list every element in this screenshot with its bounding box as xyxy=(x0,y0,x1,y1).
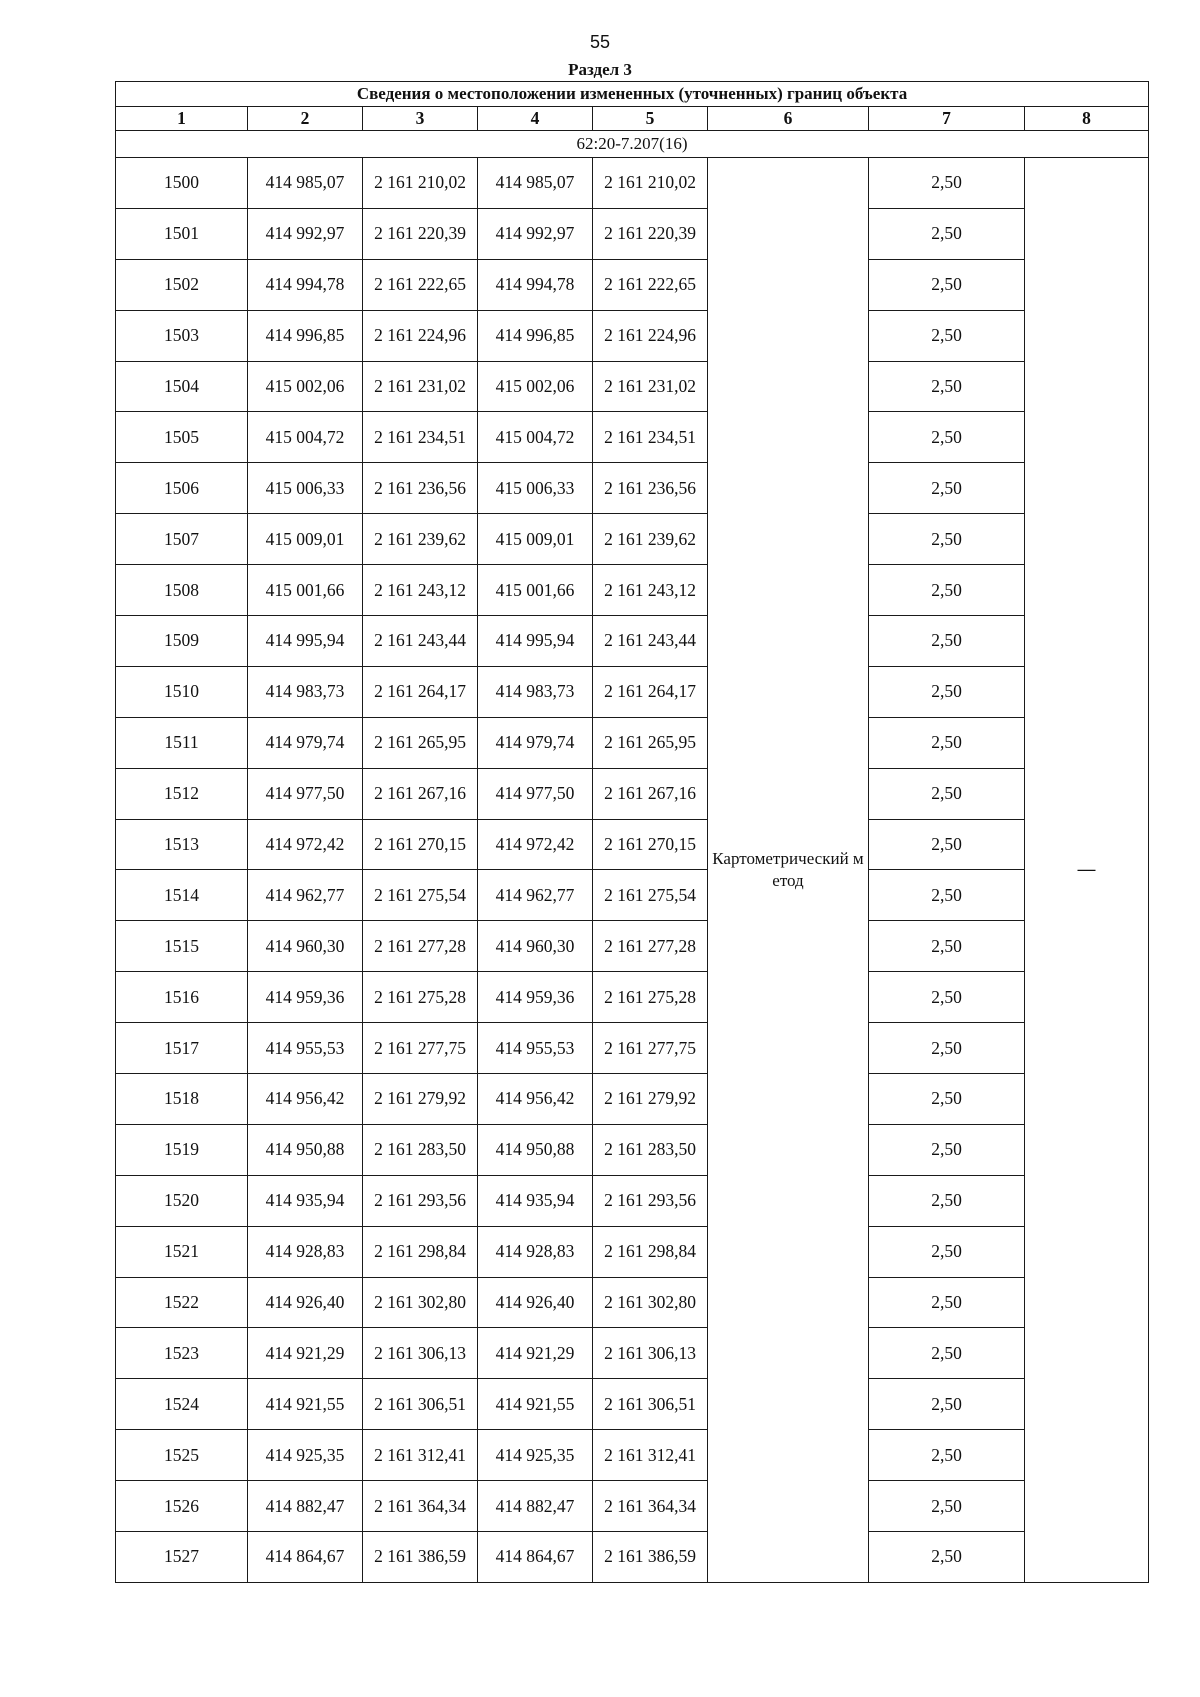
accuracy-cell: 2,50 xyxy=(869,514,1025,565)
x-old-cell: 414 955,53 xyxy=(248,1023,363,1074)
y-old-cell: 2 161 270,15 xyxy=(363,819,478,870)
accuracy-cell: 2,50 xyxy=(869,1277,1025,1328)
point-number-cell: 1522 xyxy=(116,1277,248,1328)
x-new-cell: 414 956,42 xyxy=(478,1074,593,1125)
x-new-cell: 414 996,85 xyxy=(478,310,593,361)
point-number-cell: 1523 xyxy=(116,1328,248,1379)
x-new-cell: 414 962,77 xyxy=(478,870,593,921)
point-number-cell: 1512 xyxy=(116,768,248,819)
x-new-cell: 414 864,67 xyxy=(478,1532,593,1583)
table-row xyxy=(116,1124,1149,1175)
x-old-cell: 414 977,50 xyxy=(248,768,363,819)
table-row xyxy=(116,208,1149,259)
point-number-cell: 1507 xyxy=(116,514,248,565)
x-new-cell: 414 995,94 xyxy=(478,616,593,667)
x-old-cell: 414 882,47 xyxy=(248,1481,363,1532)
x-old-cell: 415 009,01 xyxy=(248,514,363,565)
x-new-cell: 414 994,78 xyxy=(478,259,593,310)
y-old-cell: 2 161 243,44 xyxy=(363,616,478,667)
table-row xyxy=(116,870,1149,921)
accuracy-cell: 2,50 xyxy=(869,565,1025,616)
x-new-cell: 415 009,01 xyxy=(478,514,593,565)
point-number-cell: 1521 xyxy=(116,1226,248,1277)
column-header: 2 xyxy=(248,107,363,131)
x-new-cell: 415 006,33 xyxy=(478,463,593,514)
y-old-cell: 2 161 302,80 xyxy=(363,1277,478,1328)
x-old-cell: 414 921,29 xyxy=(248,1328,363,1379)
y-new-cell: 2 161 239,62 xyxy=(593,514,708,565)
point-number-cell: 1514 xyxy=(116,870,248,921)
x-new-cell: 415 001,66 xyxy=(478,565,593,616)
y-old-cell: 2 161 275,54 xyxy=(363,870,478,921)
y-old-cell: 2 161 298,84 xyxy=(363,1226,478,1277)
table-row xyxy=(116,1481,1149,1532)
x-new-cell: 414 955,53 xyxy=(478,1023,593,1074)
point-number-cell: 1500 xyxy=(116,158,248,209)
x-new-cell: 414 882,47 xyxy=(478,1481,593,1532)
y-old-cell: 2 161 264,17 xyxy=(363,666,478,717)
y-old-cell: 2 161 277,28 xyxy=(363,921,478,972)
accuracy-cell: 2,50 xyxy=(869,1175,1025,1226)
table-row xyxy=(116,1074,1149,1125)
point-number-cell: 1519 xyxy=(116,1124,248,1175)
accuracy-cell: 2,50 xyxy=(869,616,1025,667)
point-number-cell: 1515 xyxy=(116,921,248,972)
y-new-cell: 2 161 243,44 xyxy=(593,616,708,667)
x-old-cell: 414 996,85 xyxy=(248,310,363,361)
point-number-cell: 1518 xyxy=(116,1074,248,1125)
table-row xyxy=(116,972,1149,1023)
y-old-cell: 2 161 220,39 xyxy=(363,208,478,259)
y-new-cell: 2 161 222,65 xyxy=(593,259,708,310)
header-row xyxy=(116,107,1149,131)
point-number-cell: 1520 xyxy=(116,1175,248,1226)
y-new-cell: 2 161 275,54 xyxy=(593,870,708,921)
y-old-cell: 2 161 364,34 xyxy=(363,1481,478,1532)
table-row xyxy=(116,921,1149,972)
x-new-cell: 414 950,88 xyxy=(478,1124,593,1175)
x-old-cell: 414 950,88 xyxy=(248,1124,363,1175)
y-new-cell: 2 161 270,15 xyxy=(593,819,708,870)
table-body xyxy=(116,82,1149,1583)
x-old-cell: 414 864,67 xyxy=(248,1532,363,1583)
table-caption: Сведения о местоположении измененных (уточненных) границ объекта xyxy=(116,82,1149,107)
accuracy-cell: 2,50 xyxy=(869,1328,1025,1379)
x-new-cell: 414 935,94 xyxy=(478,1175,593,1226)
x-new-cell: 414 977,50 xyxy=(478,768,593,819)
point-number-cell: 1513 xyxy=(116,819,248,870)
y-new-cell: 2 161 231,02 xyxy=(593,361,708,412)
x-new-cell: 414 921,55 xyxy=(478,1379,593,1430)
accuracy-cell: 2,50 xyxy=(869,870,1025,921)
column-header: 1 xyxy=(116,107,248,131)
y-old-cell: 2 161 386,59 xyxy=(363,1532,478,1583)
y-new-cell: 2 161 243,12 xyxy=(593,565,708,616)
column-header: 4 xyxy=(478,107,593,131)
accuracy-cell: 2,50 xyxy=(869,361,1025,412)
accuracy-cell: 2,50 xyxy=(869,819,1025,870)
x-old-cell: 414 962,77 xyxy=(248,870,363,921)
table-row xyxy=(116,1328,1149,1379)
accuracy-cell: 2,50 xyxy=(869,310,1025,361)
accuracy-cell: 2,50 xyxy=(869,1379,1025,1430)
x-new-cell: 414 992,97 xyxy=(478,208,593,259)
y-new-cell: 2 161 224,96 xyxy=(593,310,708,361)
x-old-cell: 414 935,94 xyxy=(248,1175,363,1226)
x-old-cell: 414 985,07 xyxy=(248,158,363,209)
y-new-cell: 2 161 234,51 xyxy=(593,412,708,463)
table-row xyxy=(116,1532,1149,1583)
y-old-cell: 2 161 265,95 xyxy=(363,717,478,768)
y-old-cell: 2 161 275,28 xyxy=(363,972,478,1023)
table-row xyxy=(116,259,1149,310)
y-new-cell: 2 161 279,92 xyxy=(593,1074,708,1125)
table-row xyxy=(116,1023,1149,1074)
table-row xyxy=(116,1175,1149,1226)
x-old-cell: 415 002,06 xyxy=(248,361,363,412)
page-number: 55 xyxy=(589,32,611,52)
column-header: 5 xyxy=(593,107,708,131)
y-old-cell: 2 161 306,13 xyxy=(363,1328,478,1379)
y-new-cell: 2 161 220,39 xyxy=(593,208,708,259)
y-new-cell: 2 161 283,50 xyxy=(593,1124,708,1175)
accuracy-cell: 2,50 xyxy=(869,158,1025,209)
x-old-cell: 414 995,94 xyxy=(248,616,363,667)
table-row xyxy=(116,768,1149,819)
table-row xyxy=(116,717,1149,768)
y-old-cell: 2 161 234,51 xyxy=(363,412,478,463)
y-new-cell: 2 161 293,56 xyxy=(593,1175,708,1226)
accuracy-cell: 2,50 xyxy=(869,768,1025,819)
x-new-cell: 414 959,36 xyxy=(478,972,593,1023)
y-old-cell: 2 161 231,02 xyxy=(363,361,478,412)
accuracy-cell: 2,50 xyxy=(869,1124,1025,1175)
column-header: 7 xyxy=(869,107,1025,131)
y-new-cell: 2 161 275,28 xyxy=(593,972,708,1023)
x-new-cell: 414 928,83 xyxy=(478,1226,593,1277)
y-old-cell: 2 161 293,56 xyxy=(363,1175,478,1226)
x-old-cell: 414 956,42 xyxy=(248,1074,363,1125)
table-row xyxy=(116,412,1149,463)
object-id: 62:20-7.207(16) xyxy=(116,131,1149,158)
x-new-cell: 414 925,35 xyxy=(478,1430,593,1481)
y-new-cell: 2 161 306,13 xyxy=(593,1328,708,1379)
x-old-cell: 414 994,78 xyxy=(248,259,363,310)
y-new-cell: 2 161 312,41 xyxy=(593,1430,708,1481)
table-row xyxy=(116,819,1149,870)
x-old-cell: 414 959,36 xyxy=(248,972,363,1023)
y-new-cell: 2 161 364,34 xyxy=(593,1481,708,1532)
x-new-cell: 414 983,73 xyxy=(478,666,593,717)
point-number-cell: 1510 xyxy=(116,666,248,717)
y-new-cell: 2 161 298,84 xyxy=(593,1226,708,1277)
accuracy-cell: 2,50 xyxy=(869,666,1025,717)
x-new-cell: 415 002,06 xyxy=(478,361,593,412)
accuracy-cell: 2,50 xyxy=(869,463,1025,514)
x-old-cell: 414 960,30 xyxy=(248,921,363,972)
table-row xyxy=(116,463,1149,514)
y-new-cell: 2 161 267,16 xyxy=(593,768,708,819)
y-old-cell: 2 161 267,16 xyxy=(363,768,478,819)
table-row xyxy=(116,310,1149,361)
y-new-cell: 2 161 302,80 xyxy=(593,1277,708,1328)
table-row xyxy=(116,158,1149,209)
section-title: Раздел 3 xyxy=(568,60,632,79)
x-old-cell: 414 925,35 xyxy=(248,1430,363,1481)
accuracy-cell: 2,50 xyxy=(869,1226,1025,1277)
point-number-cell: 1506 xyxy=(116,463,248,514)
table-row xyxy=(116,616,1149,667)
x-new-cell: 414 960,30 xyxy=(478,921,593,972)
y-old-cell: 2 161 210,02 xyxy=(363,158,478,209)
x-old-cell: 414 992,97 xyxy=(248,208,363,259)
x-new-cell: 414 985,07 xyxy=(478,158,593,209)
accuracy-cell: 2,50 xyxy=(869,1481,1025,1532)
coordinates-table xyxy=(115,81,1149,1583)
point-number-cell: 1516 xyxy=(116,972,248,1023)
x-old-cell: 414 983,73 xyxy=(248,666,363,717)
column-header: 3 xyxy=(363,107,478,131)
y-new-cell: 2 161 386,59 xyxy=(593,1532,708,1583)
table-row xyxy=(116,1430,1149,1481)
x-old-cell: 414 921,55 xyxy=(248,1379,363,1430)
x-old-cell: 414 926,40 xyxy=(248,1277,363,1328)
accuracy-cell: 2,50 xyxy=(869,259,1025,310)
x-old-cell: 414 979,74 xyxy=(248,717,363,768)
point-number-cell: 1503 xyxy=(116,310,248,361)
x-old-cell: 415 006,33 xyxy=(248,463,363,514)
y-old-cell: 2 161 239,62 xyxy=(363,514,478,565)
y-new-cell: 2 161 306,51 xyxy=(593,1379,708,1430)
point-number-cell: 1508 xyxy=(116,565,248,616)
y-new-cell: 2 161 265,95 xyxy=(593,717,708,768)
x-new-cell: 414 979,74 xyxy=(478,717,593,768)
method-cell: Картометрический метод xyxy=(708,158,869,1583)
x-old-cell: 415 004,72 xyxy=(248,412,363,463)
table-row xyxy=(116,361,1149,412)
y-old-cell: 2 161 236,56 xyxy=(363,463,478,514)
y-new-cell: 2 161 236,56 xyxy=(593,463,708,514)
y-old-cell: 2 161 224,96 xyxy=(363,310,478,361)
point-number-cell: 1511 xyxy=(116,717,248,768)
point-number-cell: 1505 xyxy=(116,412,248,463)
point-number-cell: 1525 xyxy=(116,1430,248,1481)
table-row xyxy=(116,565,1149,616)
x-old-cell: 414 972,42 xyxy=(248,819,363,870)
x-old-cell: 414 928,83 xyxy=(248,1226,363,1277)
point-number-cell: 1524 xyxy=(116,1379,248,1430)
note-cell: — xyxy=(1025,158,1149,1583)
y-old-cell: 2 161 312,41 xyxy=(363,1430,478,1481)
accuracy-cell: 2,50 xyxy=(869,1430,1025,1481)
table-row xyxy=(116,1379,1149,1430)
y-new-cell: 2 161 277,28 xyxy=(593,921,708,972)
point-number-cell: 1501 xyxy=(116,208,248,259)
x-old-cell: 415 001,66 xyxy=(248,565,363,616)
accuracy-cell: 2,50 xyxy=(869,972,1025,1023)
y-old-cell: 2 161 283,50 xyxy=(363,1124,478,1175)
table-row xyxy=(116,666,1149,717)
accuracy-cell: 2,50 xyxy=(869,717,1025,768)
column-header: 6 xyxy=(708,107,869,131)
accuracy-cell: 2,50 xyxy=(869,1532,1025,1583)
x-new-cell: 414 926,40 xyxy=(478,1277,593,1328)
accuracy-cell: 2,50 xyxy=(869,1023,1025,1074)
point-number-cell: 1517 xyxy=(116,1023,248,1074)
point-number-cell: 1504 xyxy=(116,361,248,412)
y-new-cell: 2 161 210,02 xyxy=(593,158,708,209)
point-number-cell: 1526 xyxy=(116,1481,248,1532)
y-new-cell: 2 161 264,17 xyxy=(593,666,708,717)
column-header: 8 xyxy=(1025,107,1149,131)
x-new-cell: 414 921,29 xyxy=(478,1328,593,1379)
y-old-cell: 2 161 277,75 xyxy=(363,1023,478,1074)
x-new-cell: 415 004,72 xyxy=(478,412,593,463)
y-new-cell: 2 161 277,75 xyxy=(593,1023,708,1074)
y-old-cell: 2 161 306,51 xyxy=(363,1379,478,1430)
table-row xyxy=(116,514,1149,565)
point-number-cell: 1509 xyxy=(116,616,248,667)
object-id-row xyxy=(116,131,1149,158)
y-old-cell: 2 161 279,92 xyxy=(363,1074,478,1125)
x-new-cell: 414 972,42 xyxy=(478,819,593,870)
accuracy-cell: 2,50 xyxy=(869,921,1025,972)
accuracy-cell: 2,50 xyxy=(869,208,1025,259)
y-old-cell: 2 161 243,12 xyxy=(363,565,478,616)
point-number-cell: 1502 xyxy=(116,259,248,310)
accuracy-cell: 2,50 xyxy=(869,412,1025,463)
y-old-cell: 2 161 222,65 xyxy=(363,259,478,310)
table-row xyxy=(116,1277,1149,1328)
point-number-cell: 1527 xyxy=(116,1532,248,1583)
table-row xyxy=(116,1226,1149,1277)
accuracy-cell: 2,50 xyxy=(869,1074,1025,1125)
caption-row xyxy=(116,82,1149,107)
